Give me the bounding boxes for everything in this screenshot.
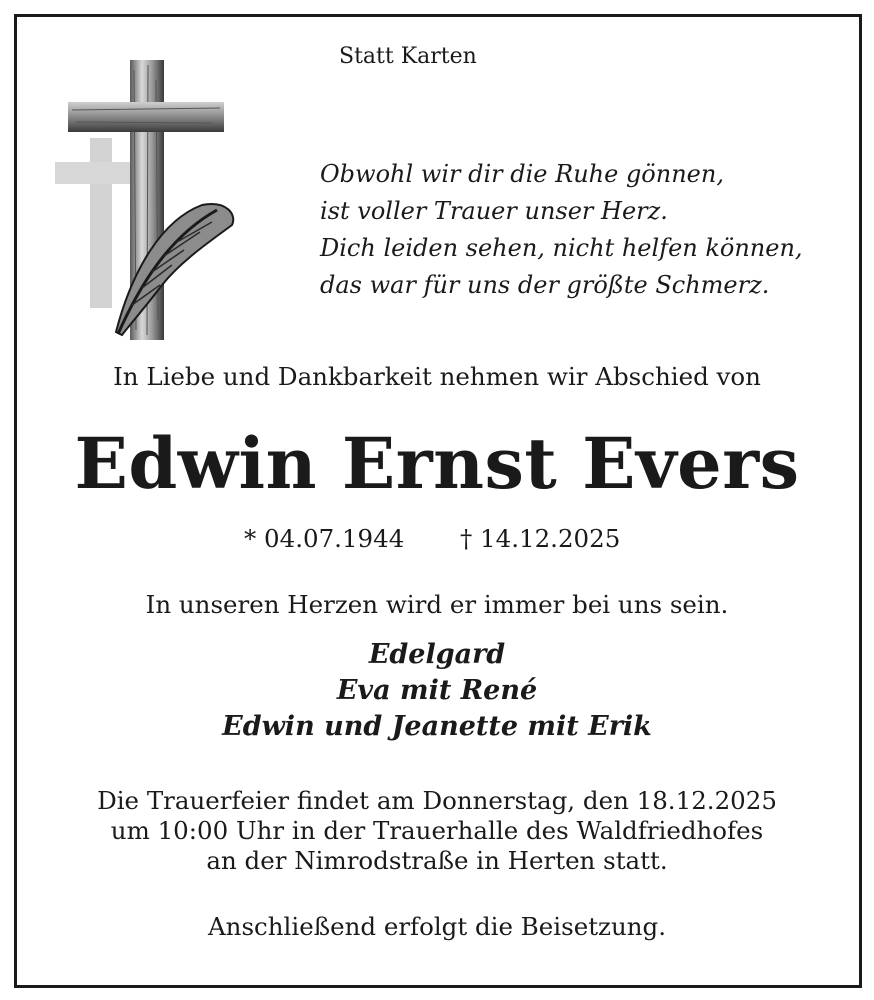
memorial-line: In unseren Herzen wird er immer bei uns sein. [145,590,729,619]
header-statt-karten: Statt Karten [339,44,477,69]
ceremony-line: um 10:00 Uhr in der Trauerhalle des Waldfriedhofes [110,816,764,845]
poem-line: das war für uns der größte Schmerz. [320,271,770,299]
poem-line: Obwohl wir dir die Ruhe gönnen, [320,160,724,188]
birth-date: * 04.07.1944 [244,524,405,553]
mourner-name: Edwin und Jeanette mit Erik [222,711,652,742]
ceremony-line: Die Trauerfeier findet am Donnerstag, den 18.12.2025 [97,786,777,815]
mourners-list [0,637,874,745]
ceremony-line: an der Nimrodstraße in Herten statt. [206,846,668,875]
death-date: † 14.12.2025 [460,524,621,553]
poem-line: ist voller Trauer unser Herz. [320,197,668,225]
mourner-name: Eva mit René [336,675,538,706]
burial-note: Anschließend erfolgt die Beisetzung. [207,912,666,941]
poem [320,156,803,304]
ceremony-info [0,786,874,876]
deceased-name: Edwin Ernst Evers [74,422,800,505]
poem-line: Dich leiden sehen, nicht helfen können, [320,234,803,262]
farewell-intro: In Liebe und Dankbarkeit nehmen wir Abschied von [113,362,761,391]
cross-icon [52,60,242,345]
mourner-name: Edelgard [368,639,506,670]
